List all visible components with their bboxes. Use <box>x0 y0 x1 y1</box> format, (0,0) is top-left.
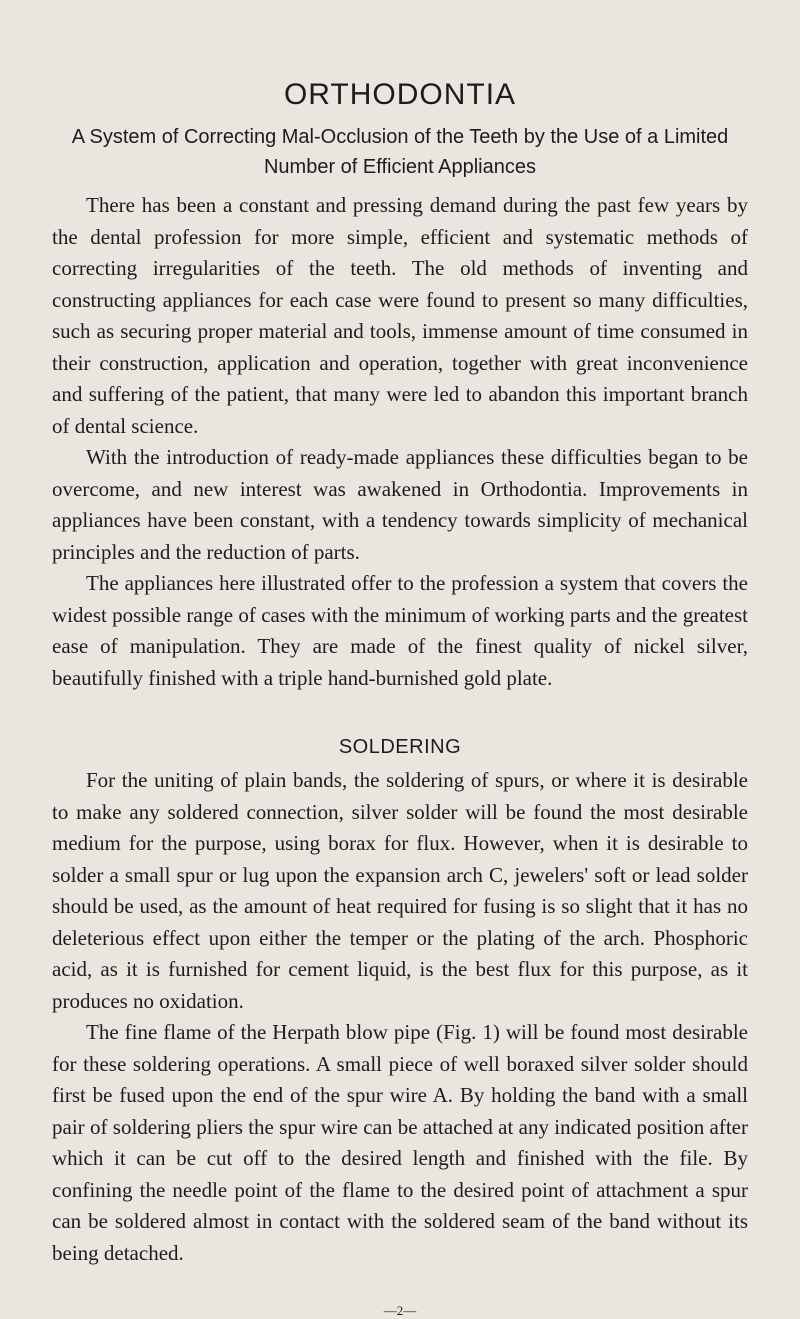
intro-paragraph-2: With the introduction of ready-made appliances these difficulties began to be overcome, and new interest was awakened in Orthodontia. Improvements in appliances have been constant, with a tendency towards simplicity of mechanical principles and the reduction of parts. <box>52 445 748 564</box>
soldering-paragraph-1: For the uniting of plain bands, the soldering of spurs, or where it is desirable to make any soldered connection, silver solder will be found the most desirable medium for the purpose, using borax for flux. However, when it is desirable to solder a small spur or lug upon the expansion arch C, jewelers' soft or lead solder should be used, as the amount of heat required for fusing is so slight that it has no deleterious effect upon either the temper or the plating of the arch. Phosphoric acid, as it is furnished for cement liquid, is the best flux for this purpose, as it produces no oxidation. <box>52 768 748 1013</box>
intro-paragraph-1: There has been a constant and pressing demand during the past few years by the dental profession for more simple, efficient and systematic methods of correcting irregularities of the teeth. The old methods of inventing and constructing appliances for each case were found to present so many difficulties, such as securing proper material and tools, immense amount of time consumed in their construction, application and operation, together with great inconvenience and suffering of the patient, that many were led to abandon this important branch of dental science. <box>52 193 748 438</box>
page-subtitle: A System of Correcting Mal-Occlusion of the Teeth by the Use of a Limited Number of Efficient Appliances <box>71 126 729 178</box>
page-title: ORTHODONTIA <box>283 78 517 111</box>
soldering-paragraph-2: The fine flame of the Herpath blow pipe (Fig. 1) will be found most desirable for these soldering operations. A small piece of well boraxed silver solder should first be fused upon the end of the spur wire A. By holding the band with a small pair of soldering pliers the spur wire can be attached at any indicated position after which it can be cut off to the desired length and finished with the file. By confining the needle point of the flame to the desired point of attachment a spur can be soldered almost in contact with the soldered seam of the band without its being detached. <box>52 1020 748 1265</box>
intro-paragraph-3: The appliances here illustrated offer to the profession a system that covers the widest possible range of cases with the minimum of working parts and the greatest ease of manipulation. They are made of the finest quality of nickel silver, beautifully finished with a triple hand-burnished gold plate. <box>52 571 748 690</box>
section-heading-soldering: SOLDERING <box>338 736 462 758</box>
page-number: —2— <box>383 1303 417 1318</box>
